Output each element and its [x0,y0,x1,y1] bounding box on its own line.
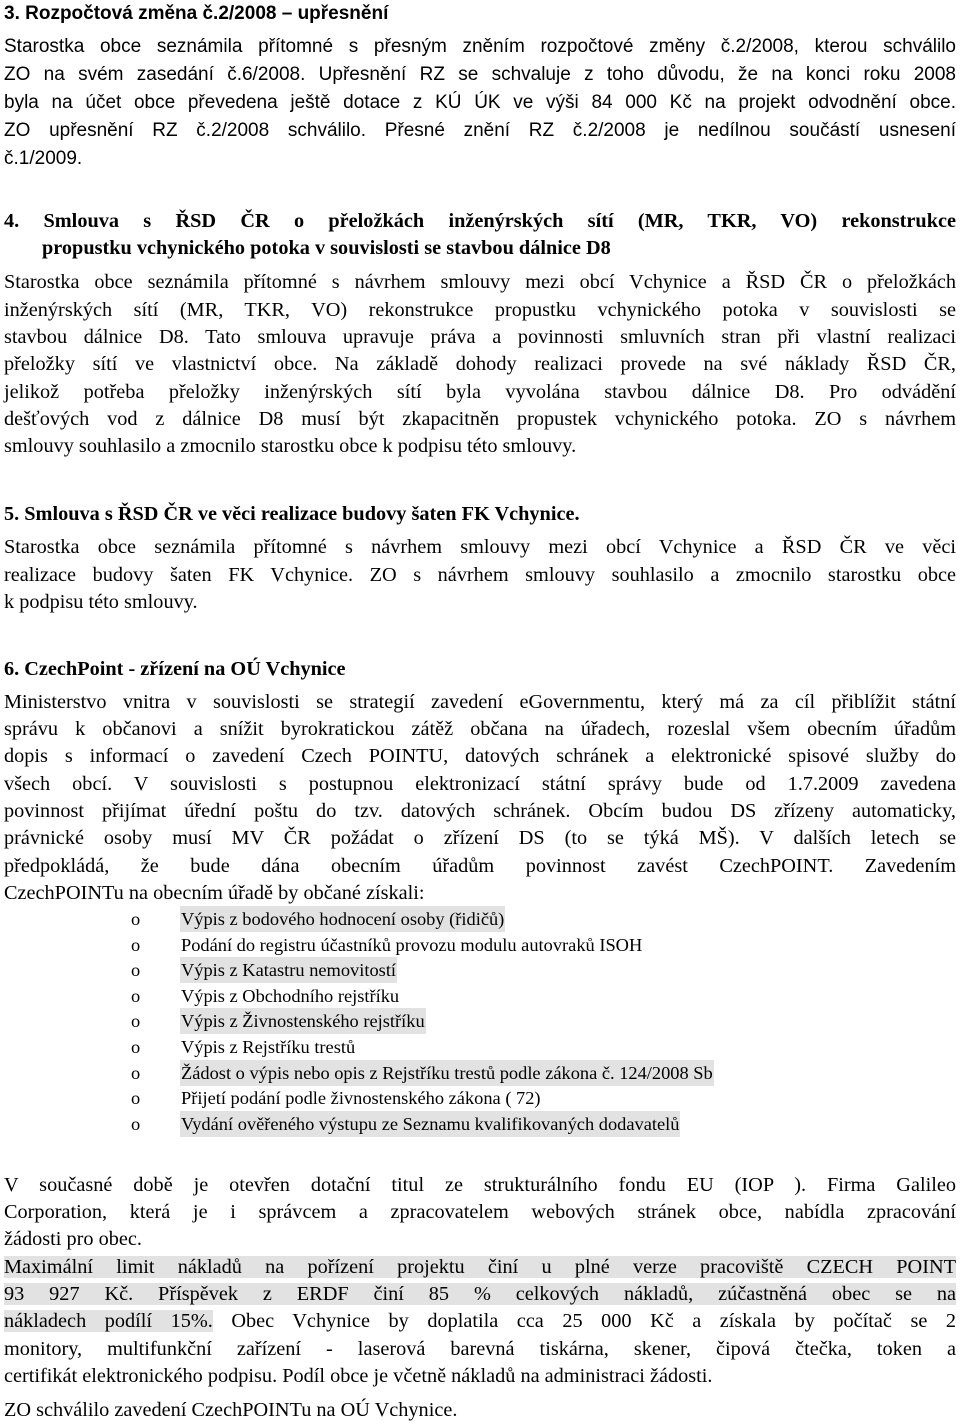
cost-text: Obec Vchynice by doplatila cca 25 000 Kč a získala by počítač se 2 [212,1310,957,1332]
bullet-icon: o [131,909,141,929]
section-3-heading: 3. Rozpočtová změna č.2/2008 – upřesnění [4,3,389,24]
section-6-line: povinnost přijímat úřední poštu do tzv. datových schránek. Obcím budou DS zřízeny automaticky, [4,800,956,822]
section-3-line: ZO upřesnění RZ č.2/2008 schválilo. Přesné znění RZ č.2/2008 je nedílnou součástí usnesení [4,120,956,141]
section-6-line: právnické osoby musí MV ČR požádat o zřízení DS (to se týká MŠ). V dalších letech se [4,827,956,849]
section-3-line: ZO na svém zasedání č.6/2008. Upřesnění RZ se schvaluje z toho důvodu, že na konci roku 2008 [4,64,956,85]
cost-paragraph-line [4,1308,956,1335]
section-3-line: Starostka obce seznámila přítomné s přesným zněním rozpočtové změny č.2/2008, kterou schválilo [4,36,956,57]
section-5-line: Starostka obce seznámila přítomné s návrhem smlouvy mezi obcí Vchynice a ŘSD ČR ve věci [4,536,956,558]
grant-paragraph-line: Corporation, která je i správcem a zpracovatelem webových stránek obce, nabídla zpracování [4,1201,956,1223]
highlighted-text: Maximální limit nákladů na pořízení projektu činí u plné verze pracoviště CZECH POINT [4,1256,956,1278]
bullet-icon: o [131,985,141,1006]
bullet-icon: o [131,1062,141,1083]
section-4-line: přeložky sítí ve vlastnictví obce. Na základě dohody realizaci provede na své náklady ŘSD ČR, [4,353,956,375]
list-item-text: Výpis z Katastru nemovitostí [180,957,397,983]
section-6-line: dopis s informací o zavedení Czech POINTU, datových schránek a elektronické spisové služby do [4,745,956,767]
list-item-text: Podání do registru účastníků provozu modulu autovraků ISOH [181,934,643,955]
grant-paragraph-line: V současné době je otevřen dotační titul ze strukturálního fondu EU (IOP ). Firma Galileo [4,1174,956,1196]
list-item-text: Výpis z Živnostenského rejstříku [180,1008,426,1034]
section-6-line: správu k občanovi a snížit byrokratickou zátěž občana na úřadech, rozeslal všem obecním úřadům [4,718,956,740]
highlighted-text: nákladech podílí 15%. [4,1310,213,1332]
highlighted-text: 93 927 Kč. Příspěvek z ERDF činí 85 % celkových nákladů, zúčastněná obec se na [4,1283,956,1305]
section-6-heading: 6. CzechPoint - zřízení na OÚ Vchynice [4,658,346,680]
section-6-line: všech obcí. V souvislosti s postupnou elektronizací státní správy bude od 1.7.2009 zavedena [4,773,956,795]
section-5-line: realizace budovy šaten FK Vchynice. ZO s návrhem smlouvy souhlasilo a zmocnilo starostku obce [4,564,956,586]
cost-paragraph-line [4,1281,956,1308]
bullet-icon: o [131,1037,141,1057]
section-5-heading: 5. Smlouva s ŘSD ČR ve věci realizace budovy šaten FK Vchynice. [4,503,580,525]
list-item-text: Výpis z Obchodního rejstříku [181,985,400,1006]
section-5-line: k podpisu této smlouvy. [4,591,198,613]
section-4-heading-cont: propustku vchynického potoka v souvislosti se stavbou dálnice D8 [42,237,611,259]
list-item-text: Žádost o výpis nebo opis z Rejstříku trestů podle zákona č. 124/2008 Sb [180,1060,714,1086]
list-item-text: Vydání ověřeného výstupu ze Seznamu kvalifikovaných dodavatelů [180,1111,680,1137]
bullet-icon: o [131,934,141,955]
cost-paragraph-line: certifikát elektronického podpisu. Podíl obce je včetně nákladů na administraci žádosti. [4,1365,713,1387]
section-4-heading: 4. Smlouva s ŘSD ČR o přeložkách inženýrských sítí (MR, TKR, VO) rekonstrukce [4,210,956,232]
section-6-line: CzechPOINTu na obecním úřadě by občané získali: [4,882,425,904]
grant-paragraph-line: žádosti pro obec. [4,1228,142,1250]
section-4-line: jelikož potřeba přeložky inženýrských sítí byla vyvolána stavbou dálnice D8. Pro odvádění [4,381,956,403]
bullet-icon: o [131,1088,141,1109]
section-4-line: smlouvy souhlasilo a zmocnilo starostku obce k podpisu této smlouvy. [4,435,577,457]
list-item-text: Výpis z Rejstříku trestů [181,1037,356,1057]
section-6-line: Ministerstvo vnitra v souvislosti se strategií zavedení eGovernmentu, který má za cíl přiblížit státní [4,691,956,713]
section-4-line: stavbou dálnice D8. Tato smlouva upravuje práva a povinnosti smluvních stran při vlastní realizaci [4,326,956,348]
section-3-line: byla na účet obce převedena ještě dotace z KÚ ÚK ve výši 84 000 Kč na projekt odvodnění obce. [4,92,956,113]
resolution-line: ZO schválilo zavedení CzechPOINTu na OÚ Vchynice. [4,1399,458,1421]
bullet-icon: o [131,960,141,981]
section-3-line: č.1/2009. [4,148,83,169]
list-item-text: Výpis z bodového hodnocení osoby (řidičů) [180,906,505,932]
section-4-line: dešťových vod z dálnice D8 musí být zkapacitněn propustek vchynického potoka. ZO s návrhem [4,408,956,430]
list-item-text: Přijetí podání podle živnostenského zákona ( 72) [181,1088,541,1109]
bullet-icon: o [131,1113,141,1134]
cost-paragraph-line: monitory, multifunkční zařízení - laserová barevná tiskárna, skener, čipová čtečka, token a [4,1338,956,1360]
section-6-line: předpokládá, že bude dána obecním úřadům povinnost zavést CzechPOINT. Zavedením [4,855,956,877]
bullet-icon: o [131,1011,141,1032]
section-4-line: inženýrských sítí (MR, TKR, VO) rekonstrukce propustku vchynického potoka v souvislosti se [4,299,956,321]
cost-paragraph-line [4,1254,956,1281]
section-4-line: Starostka obce seznámila přítomné s návrhem smlouvy mezi obcí Vchynice a ŘSD ČR o přeložkách [4,271,956,293]
